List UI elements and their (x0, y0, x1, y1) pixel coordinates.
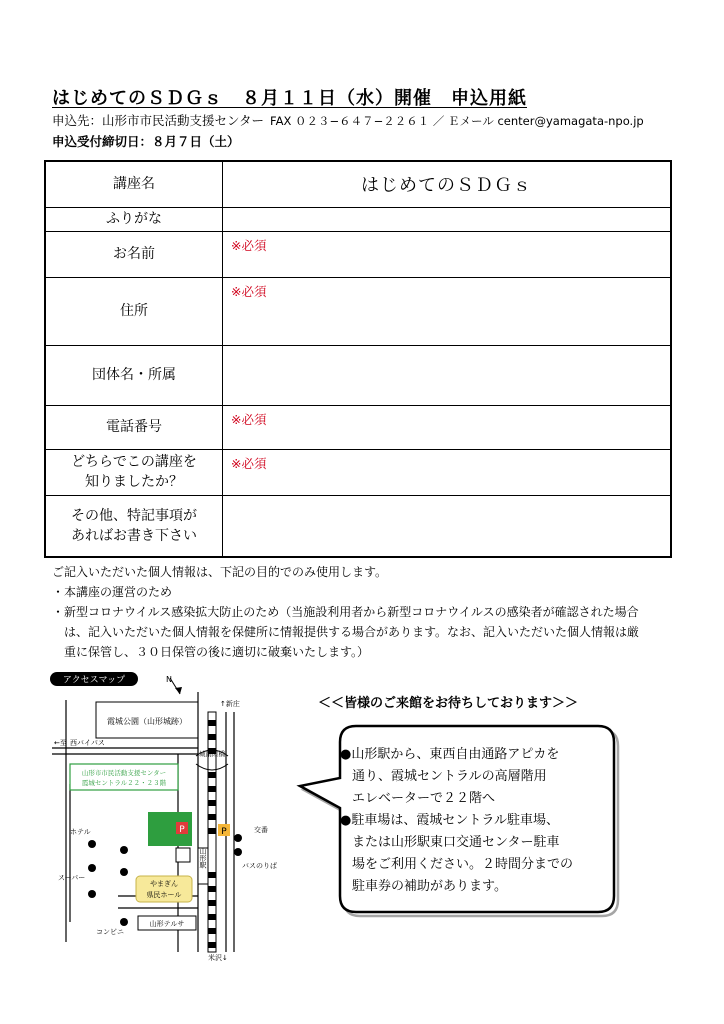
required-mark: ※必須 (231, 283, 267, 299)
form-row-furigana (45, 207, 671, 231)
access-map (48, 672, 298, 962)
form-row-other (45, 495, 671, 557)
form-row-phone (45, 405, 671, 449)
other-label-line: あればお書き下さい (71, 527, 197, 544)
super-label: スーパー (58, 874, 86, 882)
address-field[interactable] (223, 277, 672, 345)
bypass-label: 西バイパス (70, 739, 105, 747)
course-value-cell (223, 161, 672, 207)
note-line: 重に保管し、３０日保管の後に適切に破棄いたします。） (64, 645, 370, 659)
form-row-name (45, 231, 671, 277)
note-line: ご記入いただいた個人情報は、下記の目的でのみ使用します。 (52, 565, 388, 579)
page-title: はじめてのＳＤＧｓ ８月１１日（水）開催 申込用紙 (52, 88, 527, 109)
form-row-address (45, 277, 671, 345)
application-form (44, 160, 672, 558)
note-line: ・本講座の運営のため (52, 585, 173, 599)
group-field[interactable] (223, 345, 672, 405)
center-label-line1: 山形市市民活動支援センター (81, 769, 167, 777)
form-row-course (45, 161, 671, 207)
name-field[interactable] (223, 231, 672, 277)
other-field[interactable] (223, 495, 672, 557)
south-label: 米沢↓ (208, 954, 228, 962)
group-label: 団体名・所属 (45, 345, 223, 405)
source-field[interactable] (223, 449, 672, 495)
furigana-field[interactable] (223, 207, 672, 231)
bus-label: バスのりば (242, 862, 277, 870)
source-label (45, 449, 223, 495)
parking-label: P (179, 825, 185, 835)
instruction-line: ●山形駅から、東西自由通路アピカを (340, 747, 560, 762)
course-value: はじめてのＳＤＧｓ (361, 175, 532, 197)
park-label: 霞城公園（山形城跡） (107, 717, 187, 726)
other-label-line: その他、特記事項が (71, 507, 197, 524)
svg-text:N: N (166, 675, 172, 684)
north-label: ↑新庄 (220, 700, 240, 708)
source-label-line: どちらでこの講座を (71, 454, 197, 470)
address-label: 住所 (45, 277, 223, 345)
apply-to: 申込先：山形市市民活動支援センター (52, 113, 265, 128)
compass-icon (166, 675, 182, 694)
hotel-label: ホテル (70, 828, 91, 836)
instruction-line: ●駐車場は、霞城セントラル駐車場、 (340, 813, 559, 828)
access-instructions (340, 744, 610, 898)
welcome-tagline: ＜＜皆様のご来館をお待ちしております＞＞ (318, 696, 579, 711)
phone-field[interactable] (223, 405, 672, 449)
center-label-line2: 霞城セントラル２２・２３階 (81, 779, 167, 787)
koban-label: 交番 (254, 826, 268, 834)
required-mark: ※必須 (231, 455, 267, 471)
form-row-source (45, 449, 671, 495)
instruction-line: 駐車券の補助があります。 (352, 879, 507, 894)
required-mark: ※必須 (231, 237, 267, 253)
instruction-line: 場をご利用ください。２時間分までの (352, 857, 574, 872)
instruction-line: 通り、霞城セントラルの高層階用 (352, 769, 547, 784)
hall-label-line1: やまぎん (150, 880, 178, 888)
source-label-line: 知りましたか？ (85, 474, 183, 490)
phone-label: 電話番号 (45, 405, 223, 449)
map-title: アクセスマップ (62, 675, 126, 686)
terusa-label: 山形テルサ (149, 920, 185, 928)
other-label (45, 495, 223, 557)
privacy-notes (52, 562, 682, 662)
crossing-label: 城南陸橋 (199, 750, 225, 758)
hall-label-line2: 県民ホール (146, 891, 182, 899)
apply-to-line (52, 111, 644, 129)
instruction-line: または山形駅東口交通センター駐車 (352, 835, 560, 850)
note-line: ・新型コロナウイルス感染拡大防止のため（当施設利用者から新型コロナウイルスの感染者が確認された場合 (52, 605, 639, 619)
required-mark: ※必須 (231, 411, 267, 427)
walkway (176, 848, 190, 862)
station-label: 山形駅 (199, 847, 207, 869)
note-line: は、記入いただいた個人情報を保健所に情報提供する場合があります。なお、記入いただいた個人情報は厳 (64, 625, 640, 639)
instruction-line: エレベーターで２２階へ (352, 791, 496, 806)
conveni-label: コンビニ (96, 928, 124, 936)
form-row-group (45, 345, 671, 405)
to-nishi-label: ←至 (54, 739, 67, 747)
furigana-label: ふりがな (45, 207, 223, 231)
name-label: お名前 (45, 231, 223, 277)
deadline: 申込受付締切日：８月７日（土） (52, 134, 240, 149)
parking-label: P (221, 827, 227, 837)
course-label: 講座名 (45, 161, 223, 207)
contact-info: FAX ０２３−６４７−２２６１ ／ Ｅメール center@yamagata-npo.jp (270, 114, 644, 128)
